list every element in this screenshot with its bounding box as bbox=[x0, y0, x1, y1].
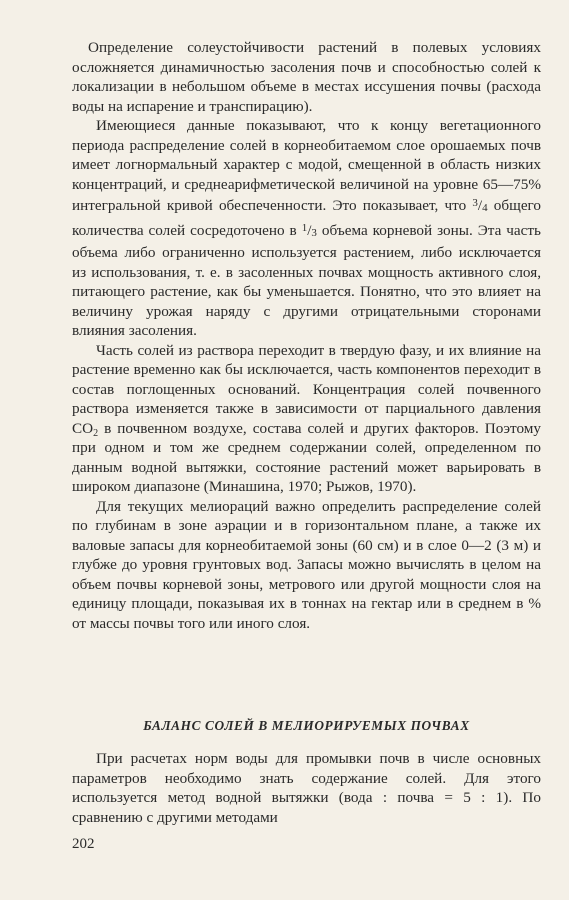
paragraph-3 bbox=[72, 341, 541, 497]
page-number: 202 bbox=[72, 836, 95, 852]
paragraph-4: Для текущих мелиораций важно определить распределение солей по глубинам в зоне аэрации и в горизонтальном плане, а также их валовые запасы для корнеобитаемой зоны (60 см) и в слое 0—2 (3 м) и глубже до уровня грунтовых вод. Запасы можно вычислять в целом на объем почвы корневой зоны, метрового или другой мощности слоя на единицу площади, показывая их в тоннах на гектар или в среднем в % от массы почвы того или иного слоя. bbox=[72, 497, 541, 632]
paragraph-3-text-before: Часть солей из раствора переходит в твердую фазу, и их влияние на растение временно как бы исключается, часть компонентов переходит в состав поглощенных оснований. Концентрация солей почвенного раствора изменяется также в зависимости от парциального давления CO bbox=[72, 341, 541, 437]
paragraph-1: Определение солеустойчивости растений в полевых условиях осложняется динамичностью засоления почв и способностью солей к локализации в небольшом объеме в местах иссушения почвы (расхода воды на испарение и транспирацию). bbox=[72, 39, 541, 115]
section-body bbox=[72, 749, 541, 827]
fraction-denominator: 4 bbox=[482, 202, 488, 214]
section-heading: БАЛАНС СОЛЕЙ В МЕЛИОРИРУЕМЫХ ПОЧВАХ bbox=[143, 718, 470, 733]
body-text bbox=[72, 38, 541, 633]
fraction-numerator: 3 bbox=[472, 197, 478, 209]
paragraph-2: Имеющиеся данные показывают, что к концу вегетационного периода распределение солей в корнеобитаемом слое орошаемых почв имеет логнормальный характер с модой, смещенной в область низких концентраций, и среднеарифметической величиной на уровне 65—75% интегральной кривой обеспеченности. Это показывает, что $^3$/4 общего количества солей сосредоточено в $^1$/3 объема корневой зоны. Эта часть объема либо ограниченно используется растением, либо исключается из использования, т. е. в засоленных почвах мощность активного слоя, питающего растение, как бы уменьшается. Понятно, что это влияет на величину урожая наряду с другими отрицательными сторонами влияния засоления. bbox=[72, 117, 541, 339]
paragraph-3-text-after: в почвенном воздухе, состава солей и других факторов. Поэтому при одном и том же среднем содержании солей, определенном по данным водной вытяжки, состояние растений может варьировать в широком диапазоне (Минашина, 1970; Рыжов, 1970). bbox=[72, 419, 541, 495]
subscript: 2 bbox=[93, 427, 99, 439]
paragraph-2-text-before: Имеющиеся данные показывают, что к концу вегетационного периода распределение солей в корнеобитаемом слое орошаемых почв имеет логнормальный характер с модой, смещенной в область низких концентраций, и среднеарифметической величиной на уровне 65—75% интегральной кривой обеспеченности. Это показывает, что bbox=[72, 117, 541, 214]
paragraph-2-text-after: объема корневой зоны. Эта часть объема либо ограниченно используется растением, либо исключается из использования, т. е. в засоленных почвах мощность активного слоя, питающего растение, как бы уменьшается. Понятно, что это влияет на величину урожая наряду с другими отрицательными сторонами влияния засоления. bbox=[72, 221, 541, 339]
section-paragraph: При расчетах норм воды для промывки почв в числе основных параметров необходимо знать содержание солей. Для этого используется метод водной вытяжки (вода : почва = 5 : 1). По сравнению с другими методами bbox=[72, 750, 541, 826]
paragraph-2-text-middle: общего количества солей сосредоточено в bbox=[72, 197, 541, 239]
fraction-denominator-2: 3 bbox=[311, 226, 317, 239]
fraction-numerator-2: 1 bbox=[301, 221, 308, 234]
